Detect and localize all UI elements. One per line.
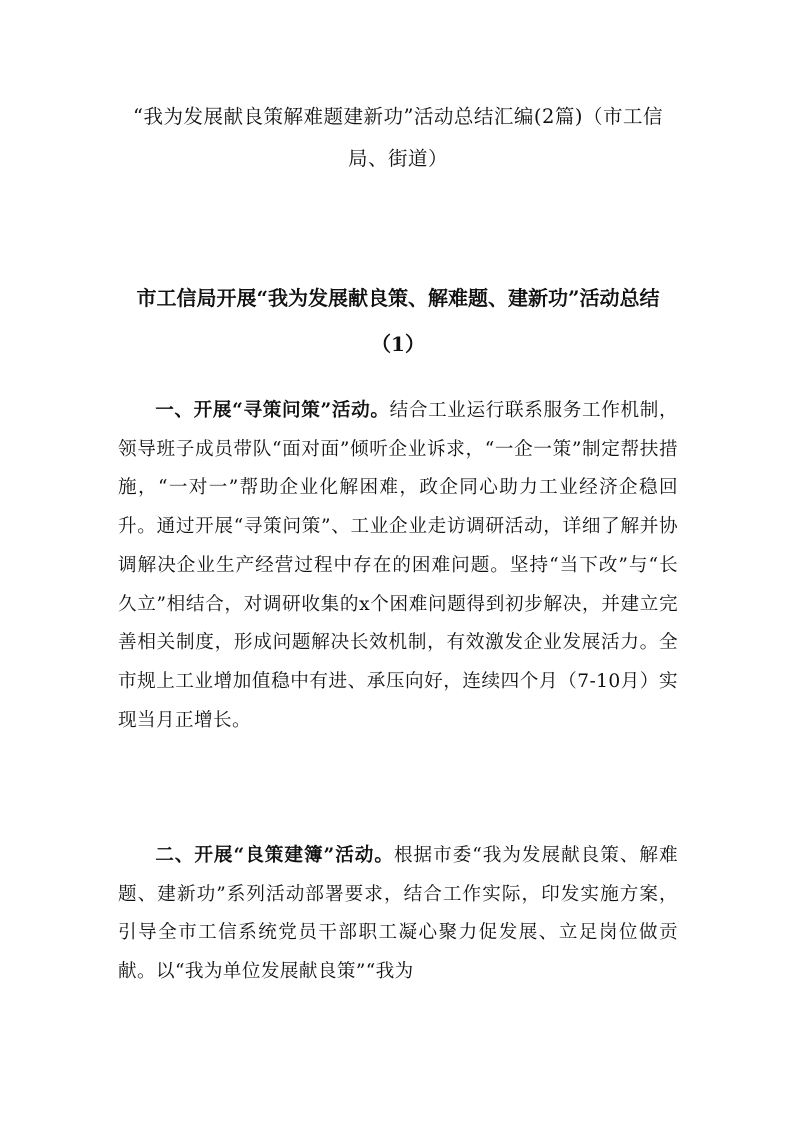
paragraph-1 [118,392,678,740]
document-title: “我为发展献良策解难题建新功”活动总结汇编(2篇)（市工信局、街道） [132,105,664,170]
paragraph-2-lead: 二、开展“良策建簿”活动。 [155,845,394,866]
section-title: 市工信局开展“我为发展献良策、解难题、建新功”活动总结（1） [136,286,660,356]
paragraph-2-text: 根据市委“我为发展献良策、解难题、建新功”系列活动部署要求，结合工作实际，印发实施方案，引导全市工信系统党员干部职工凝心聚力促发展、立足岗位做贡献。以“我为单位发展献良策”“我为 [118,845,678,983]
paragraph-2 [118,837,678,992]
paragraph-1-lead: 一、开展“寻策问策”活动。 [155,400,390,421]
paragraph-1-text: 结合工业运行联系服务工作机制，领导班子成员带队“面对面”倾听企业诉求，“一企一策”制定帮扶措施，“一对一”帮助企业化解困难，政企同心助力工业经济企稳回升。通过开展“寻策问策”、工业企业走访调研活动，详细了解并协调解决企业生产经营过程中存在的困难问题。坚持“当下改”与“长久立”相结合，对调研收集的x个困难问题得到初步解决，并建立完善相关制度，形成问题解决长效机制，有效激发企业发展活力。全市规上工业增加值稳中有进、承压向好，连续四个月（7-10月）实现当月正增长。 [118,400,678,731]
